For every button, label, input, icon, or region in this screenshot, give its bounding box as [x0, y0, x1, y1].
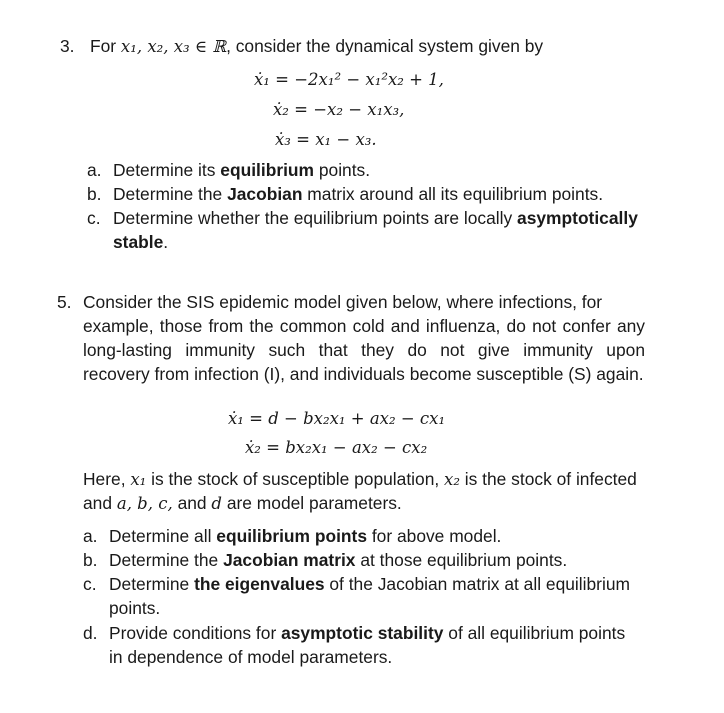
- item-text: .: [163, 232, 169, 252]
- here-var: a, b, c,: [116, 494, 173, 513]
- problem-5-item-d-line-2: in dependence of model parameters.: [109, 647, 393, 667]
- item-bold: the eigenvalues: [194, 574, 325, 594]
- problem-5-item-b-letter: b.: [83, 550, 98, 570]
- item-text: Determine the: [113, 184, 228, 204]
- problem-3-equation-3: ẋ₃ = x₁ − x₃.: [275, 130, 377, 149]
- problem-5-item-c: [109, 572, 630, 597]
- problem-3-number: 3.: [60, 36, 75, 56]
- here-text: and: [83, 493, 117, 513]
- problem-5-paragraph-line-1: Consider the SIS epidemic model given below, where infections, for: [83, 292, 603, 312]
- item-text: at those equilibrium points.: [355, 550, 568, 570]
- here-var: d: [211, 494, 222, 513]
- item-text: matrix around all its equilibrium points.: [302, 184, 604, 204]
- problem-5-paragraph-line-2: example, those from the common cold and influenza, do not confer any: [83, 316, 645, 336]
- problem-5-equation-1: ẋ₁ = d − bx₂x₁ + ax₂ − cx₁: [228, 409, 446, 428]
- problem-3-equation-1: ẋ₁ = −2x₁² − x₁²x₂ + 1,: [254, 70, 444, 89]
- item-text: of all equilibrium points: [443, 623, 626, 643]
- item-bold: equilibrium points: [216, 526, 368, 546]
- item-text: Determine its: [113, 160, 221, 180]
- problem-5-paragraph-line-3: long-lasting immunity such that they do not give immunity upon: [83, 340, 645, 360]
- here-var: x₂: [444, 470, 460, 489]
- item-text: Determine all: [109, 526, 217, 546]
- problem-3-item-c-line-2: [113, 230, 168, 255]
- problem-3-item-c: [113, 206, 638, 231]
- here-text: Here,: [83, 469, 131, 489]
- item-bold: Jacobian: [227, 184, 303, 204]
- item-bold: asymptotically: [517, 208, 638, 228]
- here-var: x₁: [130, 470, 147, 489]
- problem-3-intro: [90, 34, 543, 60]
- here-text: is the stock of infected: [459, 469, 637, 489]
- problem-5-here-line-2: [83, 491, 402, 517]
- problem-3-item-b: [113, 182, 603, 207]
- problem-3-equation-2: ẋ₂ = −x₂ − x₁x₃,: [273, 100, 405, 119]
- problem-3-intro-pre: For: [90, 36, 121, 56]
- item-text: points.: [314, 160, 371, 180]
- problem-3-intro-post: , consider the dynamical system given by: [226, 36, 544, 56]
- problem-5-number: 5.: [57, 292, 72, 312]
- item-text: Determine whether the equilibrium points are locally: [113, 208, 518, 228]
- problem-5-item-b: [109, 548, 567, 573]
- item-text: Determine: [109, 574, 195, 594]
- item-bold: equilibrium: [220, 160, 315, 180]
- here-text: are model parameters.: [221, 493, 402, 513]
- item-text: for above model.: [367, 526, 502, 546]
- problem-5-item-d-letter: d.: [83, 623, 98, 643]
- problem-3-item-c-letter: c.: [87, 208, 101, 228]
- item-bold: stable: [113, 232, 164, 252]
- here-text: is the stock of susceptible population,: [146, 469, 445, 489]
- problem-3-item-b-letter: b.: [87, 184, 102, 204]
- item-bold: asymptotic stability: [281, 623, 444, 643]
- problem-5-paragraph-line-4: recovery from infection (I), and individuals become susceptible (S) again.: [83, 364, 644, 384]
- problem-3-item-a-letter: a.: [87, 160, 102, 180]
- item-text: of the Jacobian matrix at all equilibrium: [324, 574, 630, 594]
- problem-5-item-a: [109, 524, 501, 549]
- item-text: Determine the: [109, 550, 224, 570]
- problem-5-item-d: [109, 621, 625, 646]
- here-text: and: [172, 493, 212, 513]
- item-bold: Jacobian matrix: [223, 550, 356, 570]
- item-text: Provide conditions for: [109, 623, 282, 643]
- problem-5-item-c-letter: c.: [83, 574, 97, 594]
- problem-5-equation-2: ẋ₂ = bx₂x₁ − ax₂ − cx₂: [245, 438, 428, 457]
- problem-3-intro-vars: x₁, x₂, x₃ ∈ ℝ: [120, 37, 227, 56]
- problem-5-here-line-1: [83, 467, 637, 493]
- problem-5-item-c-line-2: points.: [109, 598, 161, 618]
- problem-5-item-a-letter: a.: [83, 526, 98, 546]
- problem-3-item-a: [113, 158, 370, 183]
